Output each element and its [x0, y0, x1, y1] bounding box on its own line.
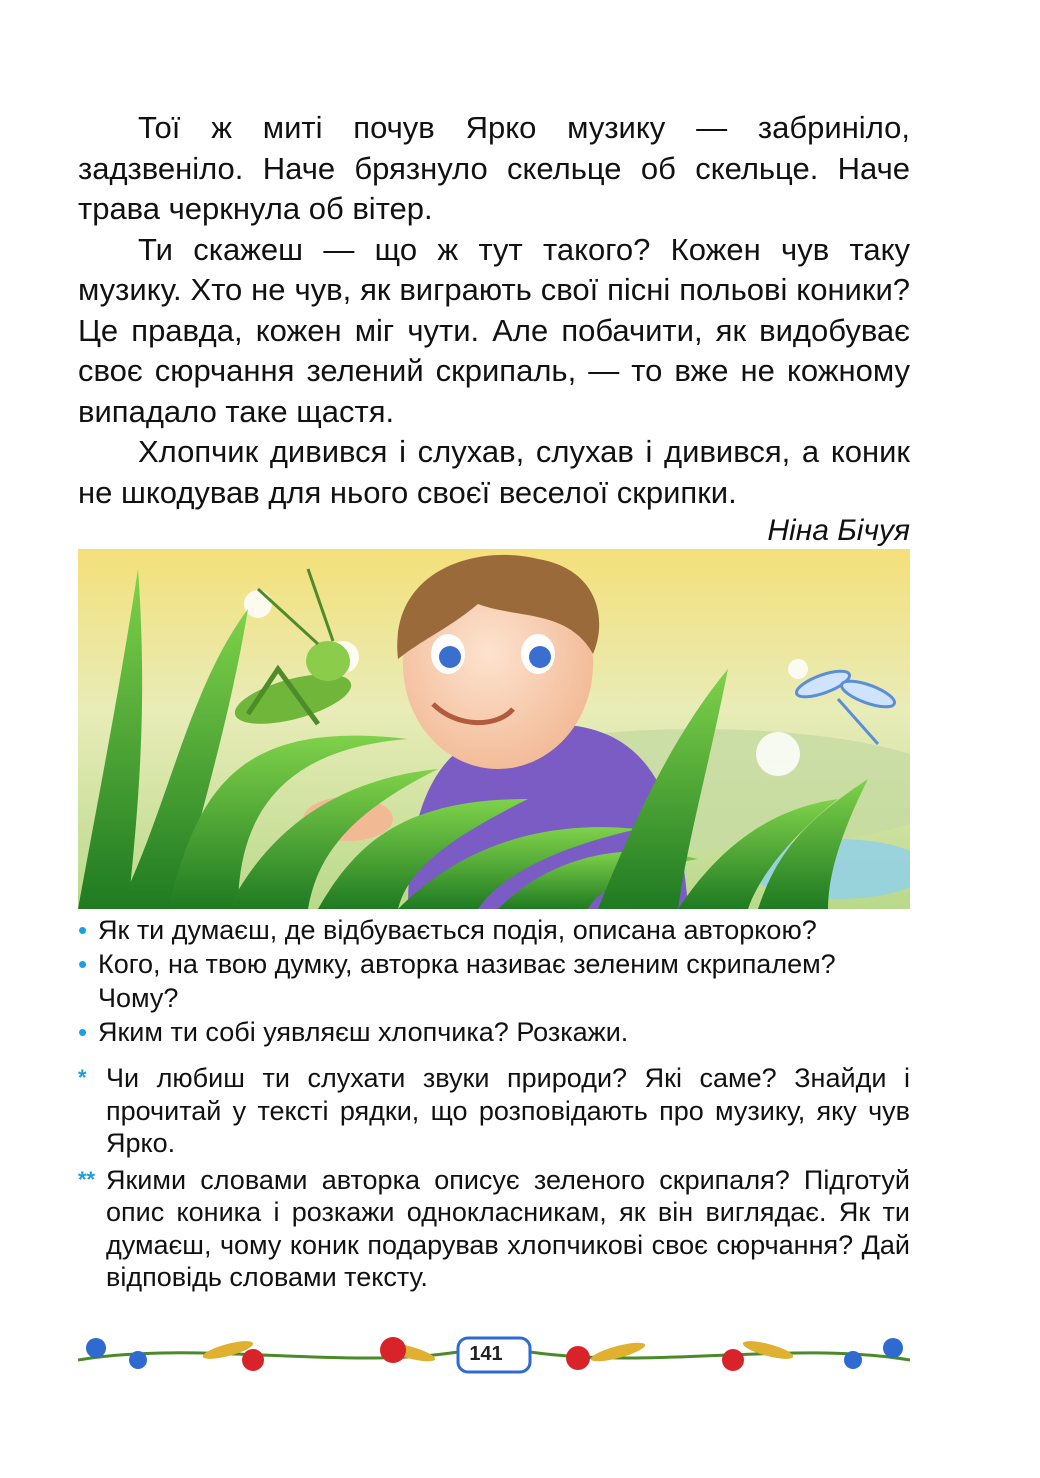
question-item [78, 947, 910, 1015]
page-number: 141 [469, 1343, 503, 1365]
illustration-boy-and-grasshopper [78, 549, 910, 909]
bullet-icon: • [78, 1017, 88, 1047]
task-item [78, 1164, 910, 1294]
question-text: Яким ти собі уявляєш хлопчика? Розкажи. [98, 1017, 629, 1047]
task-text: Чи любиш ти слухати звуки природи? Які саме? Знайди і прочитай у тексті рядки, що розповідають про музику, яку чув Ярко. [106, 1063, 910, 1158]
task-text: Якими словами авторка описує зеленого скрипаля? Підготуй опис коника і розкажи однокласникам, як він виглядає. Як ти думаєш, чому коник подарував хлопчикові своє сюрчання? Дай відповідь словами тексту. [106, 1164, 910, 1292]
task-marker: ** [78, 1166, 96, 1192]
story-paragraph-2: Ти скажеш — що ж тут такого? Кожен чув таку музику. Хто не чув, як виграють свої пісні польові коники? Це правда, кожен міг чути. Але побачити, як видобуває своє сюрчання зелений скрипаль, — то вже не кожному випадало таке щастя. [78, 231, 910, 429]
bullet-icon: • [78, 915, 88, 945]
questions-list [78, 913, 910, 1049]
story-paragraph-1: Тої ж миті почув Ярко музику — забриніло, задзвеніло. Наче брязнуло скельце об скельце. Наче трава черкнула об вітер. [78, 110, 910, 226]
question-text: Як ти думаєш, де відбувається подія, описана авторкою? [98, 915, 817, 945]
bullet-icon: • [78, 949, 88, 979]
task-marker: * [78, 1065, 87, 1090]
question-item [78, 1015, 910, 1049]
task-item [78, 1062, 910, 1160]
author-name: Ніна Бічуя [767, 514, 910, 547]
question-item [78, 913, 910, 947]
story-text [78, 108, 910, 513]
question-text: Кого, на твою думку, авторка називає зеленим скрипалем? Чому? [98, 949, 836, 1013]
story-paragraph-3: Хлопчик дивився і слухав, слухав і дивився, а коник не шкодував для нього своєї веселої скрипки. [78, 434, 910, 510]
tasks-list [78, 1062, 910, 1294]
